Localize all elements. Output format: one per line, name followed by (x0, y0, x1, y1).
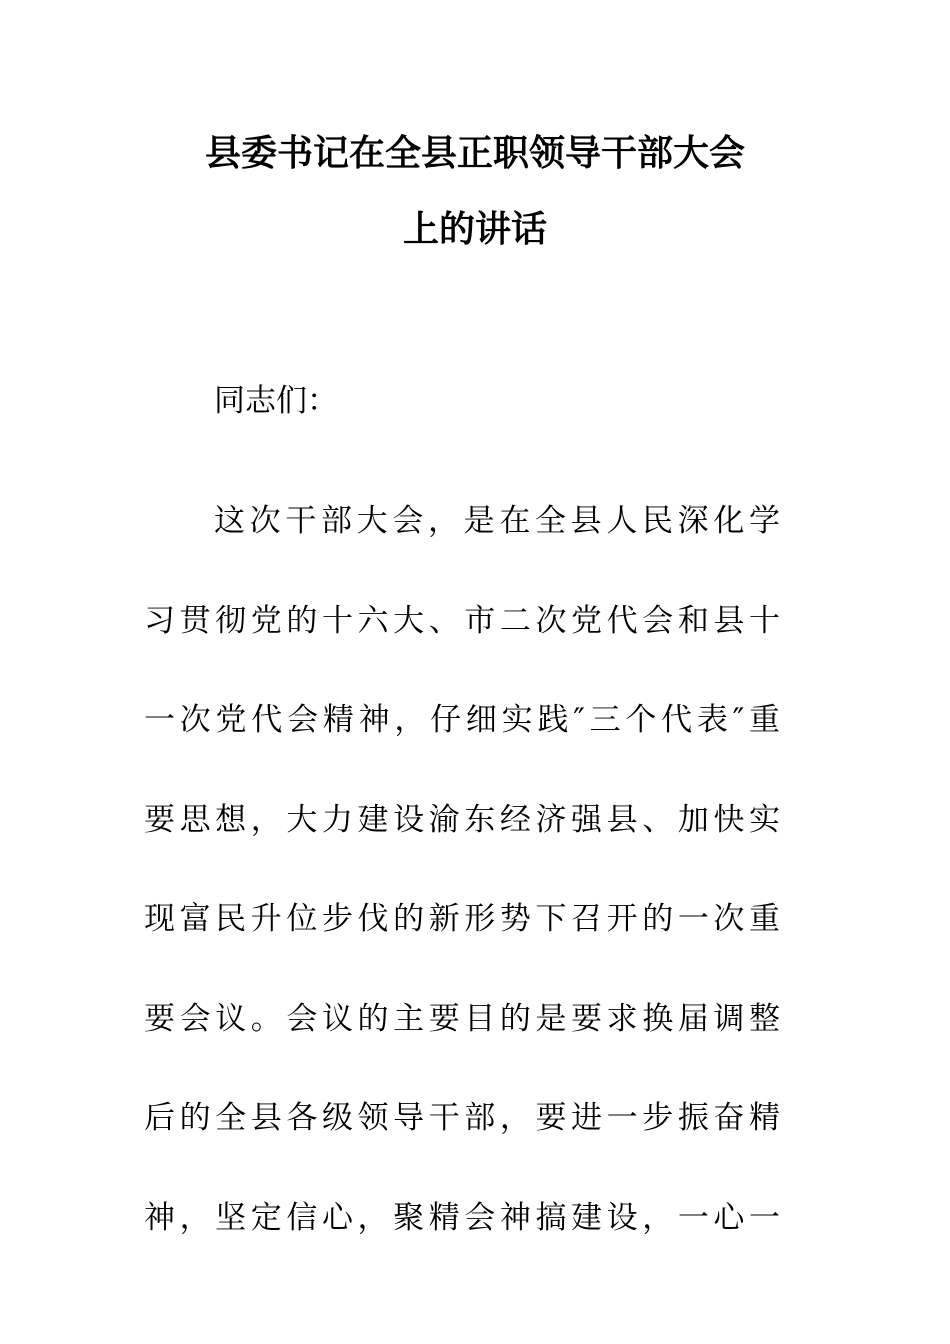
body-line: 一次党代会精神，仔细实践″三个代表″重 (144, 702, 780, 738)
body-line: 神，坚定信心，聚精会神搞建设，一心一 (144, 1199, 780, 1236)
body-line: 这次干部大会，是在全县人民深化学 (214, 503, 780, 539)
salutation: 同志们： (214, 383, 338, 419)
body-line: 要思想，大力建设渝东经济强县、加快实 (144, 801, 780, 838)
body-line: 后的全县各级领导干部，要进一步振奋精 (144, 1100, 780, 1136)
body-paragraph (144, 472, 780, 1268)
document-title (140, 116, 810, 268)
title-line-2: 上的讲话 (402, 209, 547, 250)
body-line: 要会议。会议的主要目的是要求换届调整 (144, 1000, 780, 1037)
title-line-1: 县委书记在全县正职领导干部大会 (204, 133, 745, 174)
body-line: 习贯彻党的十六大、市二次党代会和县十 (144, 602, 780, 639)
body-line: 现富民升位步伐的新形势下召开的一次重 (144, 901, 780, 937)
